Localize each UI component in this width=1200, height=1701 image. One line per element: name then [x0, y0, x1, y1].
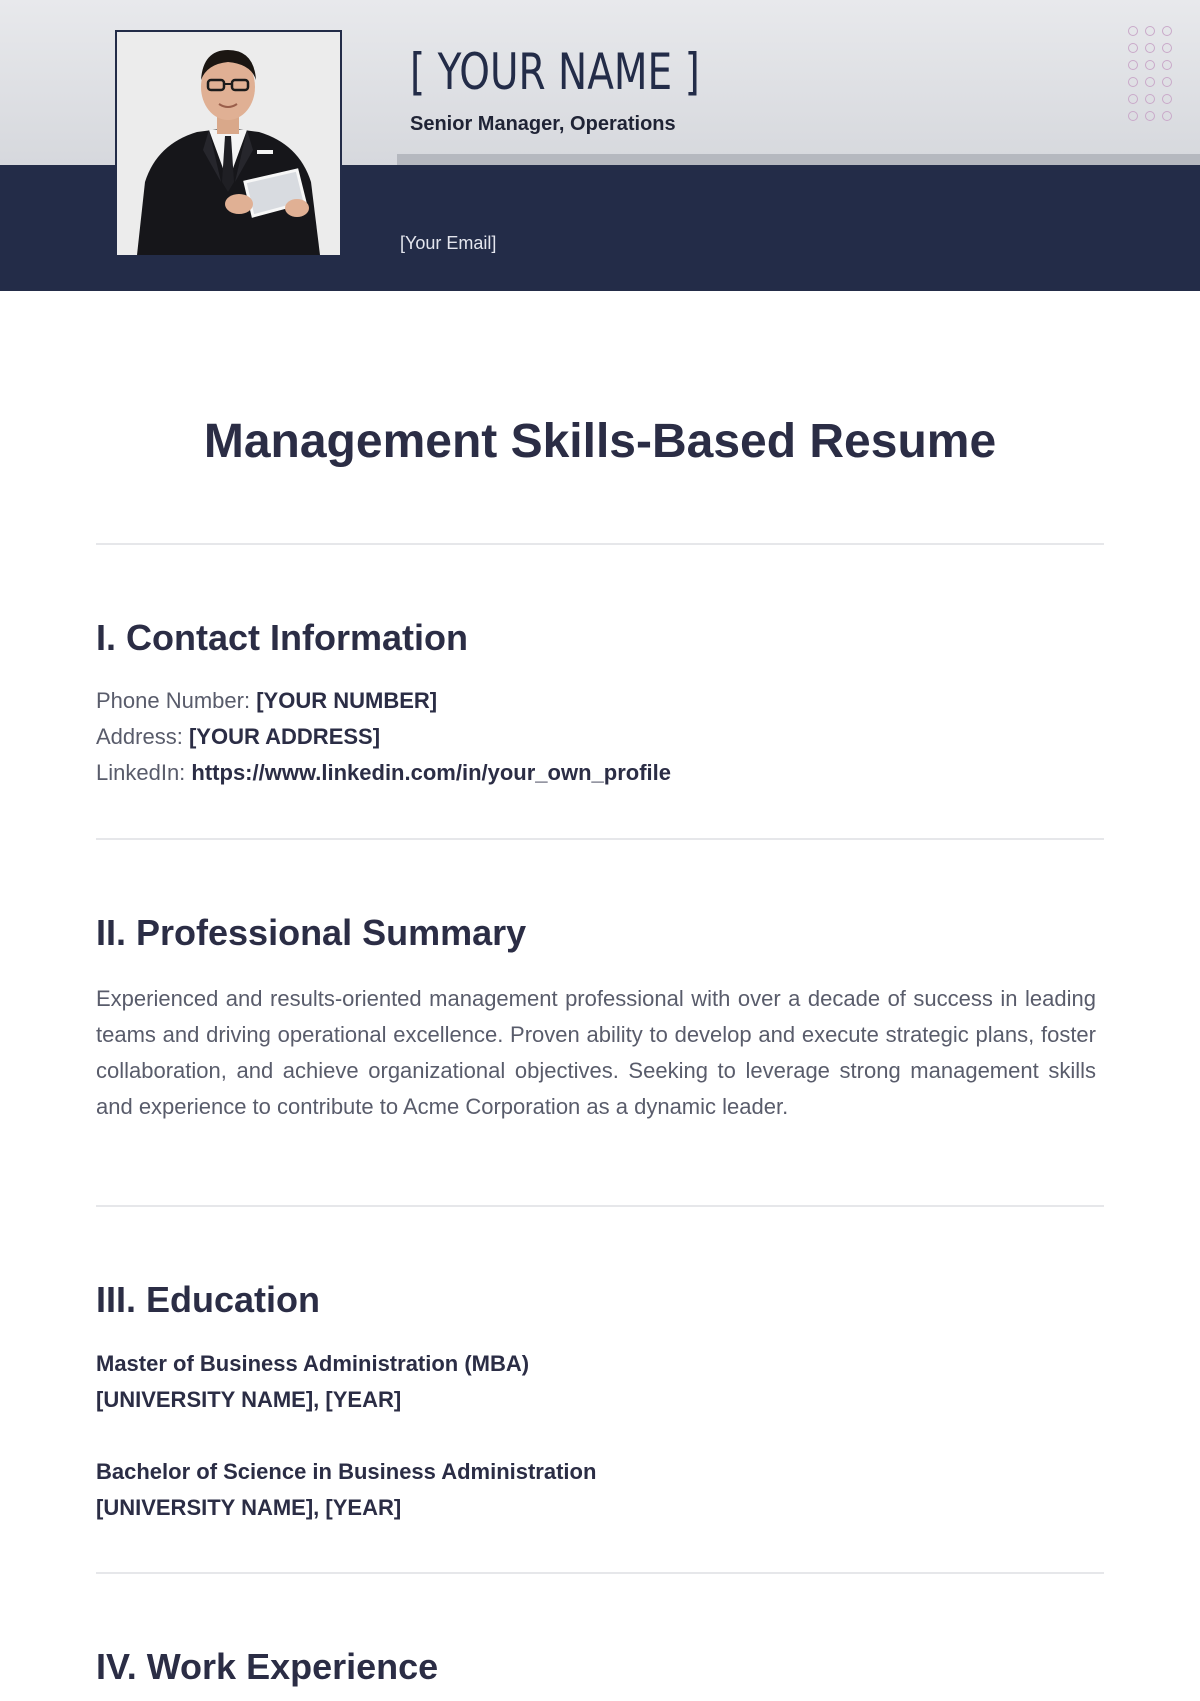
document-title: Management Skills-Based Resume — [203, 415, 997, 468]
education-degree: Master of Business Administration (MBA) — [96, 1351, 530, 1376]
candidate-job-title: Senior Manager, Operations — [410, 113, 676, 135]
address-value: [YOUR ADDRESS] — [188, 724, 381, 749]
contact-phone — [96, 688, 437, 714]
candidate-email[interactable]: [Your Email] — [400, 233, 497, 253]
profile-photo — [115, 30, 342, 257]
section-heading-work: IV. Work Experience — [96, 1646, 439, 1687]
education-school: [UNIVERSITY NAME], [YEAR] — [96, 1495, 402, 1520]
decorative-dot — [1128, 111, 1138, 121]
decorative-dot — [1162, 94, 1172, 104]
education-item — [96, 1454, 596, 1526]
section-heading-education: III. Education — [96, 1279, 321, 1320]
decorative-dot — [1128, 43, 1138, 53]
education-school: [UNIVERSITY NAME], [YEAR] — [96, 1387, 402, 1412]
education-item — [96, 1346, 529, 1418]
linkedin-link[interactable]: https://www.linkedin.com/in/your_own_profile — [191, 760, 671, 785]
decorative-dot — [1162, 26, 1172, 36]
divider — [96, 1205, 1104, 1207]
section-heading-contact: I. Contact Information — [96, 617, 468, 658]
candidate-name: [ YOUR NAME ] — [410, 43, 700, 101]
decorative-dot — [1145, 77, 1155, 87]
decorative-dot — [1128, 77, 1138, 87]
decorative-dots-icon — [1128, 26, 1176, 130]
decorative-dot — [1162, 77, 1172, 87]
decorative-dot — [1145, 111, 1155, 121]
address-label: Address: — [96, 724, 183, 749]
phone-value: [YOUR NUMBER] — [256, 688, 438, 713]
divider — [96, 543, 1104, 545]
header-accent-bar — [397, 154, 1200, 165]
linkedin-label: LinkedIn: — [96, 760, 186, 785]
decorative-dot — [1145, 43, 1155, 53]
decorative-dot — [1162, 111, 1172, 121]
decorative-dot — [1145, 94, 1155, 104]
portrait-photo-icon — [117, 32, 340, 255]
summary-paragraph: Experienced and results-oriented management professional with over a decade of success in leading teams and driving operational excellence. Proven ability to develop and execute strategic plans, foster collaboration, and achieve organizational objectives. Seeking to leverage strong management skills and experience to contribute to Acme Corporation as a dynamic leader. — [96, 986, 1096, 1119]
decorative-dot — [1128, 26, 1138, 36]
divider — [96, 838, 1104, 840]
contact-linkedin — [96, 760, 671, 786]
decorative-dot — [1128, 94, 1138, 104]
section-heading-summary: II. Professional Summary — [96, 912, 527, 953]
decorative-dot — [1145, 60, 1155, 70]
divider — [96, 1572, 1104, 1574]
phone-label: Phone Number: — [96, 688, 251, 713]
resume-header — [0, 0, 1200, 291]
decorative-dot — [1145, 26, 1155, 36]
education-degree: Bachelor of Science in Business Administration — [96, 1459, 597, 1484]
decorative-dot — [1162, 60, 1172, 70]
contact-address — [96, 724, 380, 750]
decorative-dot — [1128, 60, 1138, 70]
decorative-dot — [1162, 43, 1172, 53]
